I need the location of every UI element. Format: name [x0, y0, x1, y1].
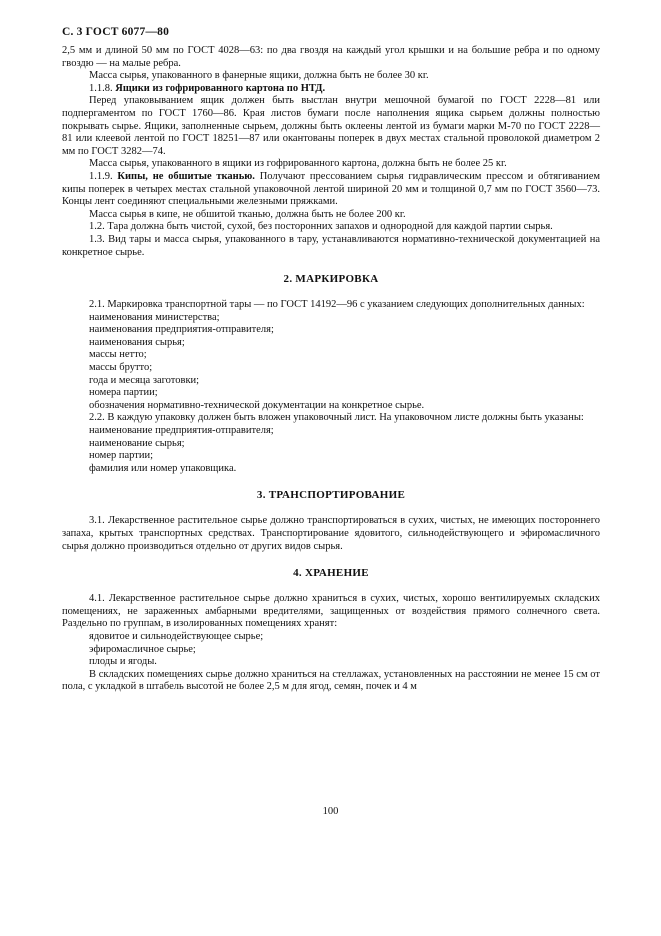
paragraph: 2.2. В каждую упаковку должен быть вложен упаковочный лист. На упаковочном листе должны быть указаны:: [89, 412, 584, 424]
list-item: номер партии;: [89, 450, 153, 462]
list-item: ядовитое и сильнодействующее сырье;: [89, 630, 264, 642]
document-page: [62, 26, 600, 694]
clause-text: Получают прессованием сырья гидравлическим прессом и обтягиванием кипы поперек в четырех местах стальной упаковочной лентой шириной 20 мм и толщиной 0,7 мм по ГОСТ 3560—73. Концы лент соединяют специальными железными пряжками.: [62, 170, 600, 208]
paragraph: 1.2. Тара должна быть чистой, сухой, без посторонних запахов и однородной для каждой партии сырья.: [89, 221, 553, 233]
list-item: обозначения нормативно-технической документации на конкретное сырье.: [89, 399, 425, 411]
clause-number: 1.1.8.: [89, 82, 113, 94]
section-title-marking: 2. МАРКИРОВКА: [283, 273, 379, 286]
section-title-storage: 4. ХРАНЕНИЕ: [293, 567, 369, 580]
paragraph: Масса сырья, упакованного в фанерные ящики, должна быть не более 30 кг.: [89, 70, 429, 82]
paragraph: 3.1. Лекарственное растительное сырье должно транспортироваться в сухих, чистых, не имеющих постороннего запаха, крытых транспортных средствах. Транспортирование ядовитого, сильнодействующего и эфиромасличного сырья должно производиться отдельно от других видов сырья.: [62, 515, 600, 552]
list-item: фамилия или номер упаковщика.: [89, 462, 237, 474]
list-item: наименования предприятия-отправителя;: [89, 324, 274, 336]
paragraph: 1.3. Вид тары и масса сырья, упакованного в тару, устанавливаются нормативно-технической документацией на конкретное сырье.: [62, 233, 600, 258]
paragraph: 2,5 мм и длиной 50 мм по ГОСТ 4028—63: по два гвоздя на каждый угол крышки и на большие ребра и по одному гвоздю — на малые ребра.: [62, 45, 600, 69]
clause-number: 1.1.9.: [89, 170, 113, 182]
list-item: наименования министерства;: [89, 311, 220, 323]
paragraph: 2.1. Маркировка транспортной тары — по ГОСТ 14192—96 с указанием следующих дополнительных данных:: [89, 299, 585, 311]
section-title-transport: 3. ТРАНСПОРТИРОВАНИЕ: [256, 489, 406, 502]
list-item: наименование предприятия-отправителя;: [89, 425, 274, 437]
paragraph: Перед упаковыванием ящик должен быть выстлан внутри мешочной бумагой по ГОСТ 2228—81 или подпергаментом по ГОСТ 1760—86. Края листов бумаги после наполнения ящика сырьем должны полностью покрывать сырье. Ящики, заполненные сырьем, должны быть оклеены лентой из бумаги марки М-70 по ГОСТ 2228—81 или клеевой лентой по ГОСТ 18251—87 или окантованы поперек в двух местах стальной проволокой диаметром 2 мм по ГОСТ 3282—74.: [62, 95, 600, 157]
list-item: номера партии;: [89, 387, 158, 399]
page-number: 100: [322, 806, 339, 817]
clause-heading: [62, 83, 600, 96]
clause-title: Ящики из гофрированного картона по НТД.: [115, 82, 326, 94]
paragraph: В складских помещениях сырье должно храниться на стеллажах, установленных на расстоянии не менее 15 см от пола, с укладкой в штабель высотой не более 2,5 м для ягод, семян, почек и 4 м: [62, 668, 600, 693]
list-item: плоды и ягоды.: [89, 656, 157, 668]
list-item: массы брутто;: [89, 362, 153, 374]
clause-title: Кипы, не обшитые тканью.: [117, 170, 255, 182]
list-item: массы нетто;: [89, 349, 147, 361]
page-header: С. 3 ГОСТ 6077—80: [62, 26, 170, 38]
list-item: наименование сырья;: [89, 437, 185, 449]
paragraph: Масса сырья, упакованного в ящики из гофрированного картона, должна быть не более 25 кг.: [89, 158, 507, 170]
list-item: года и месяца заготовки;: [89, 374, 200, 386]
list-item: наименования сырья;: [89, 336, 185, 348]
paragraph: [62, 171, 600, 209]
paragraph: Масса сырья в кипе, не обшитой тканью, должна быть не более 200 кг.: [89, 208, 406, 220]
paragraph: 4.1. Лекарственное растительное сырье должно храниться в сухих, чистых, хорошо вентилируемых складских помещениях, не зараженных амбарными вредителями, защищенных от воздействия прямого солнечного света. Раздельно по группам, в изолированных помещениях хранят:: [62, 593, 600, 630]
list-item: эфиромасличное сырье;: [89, 643, 196, 655]
